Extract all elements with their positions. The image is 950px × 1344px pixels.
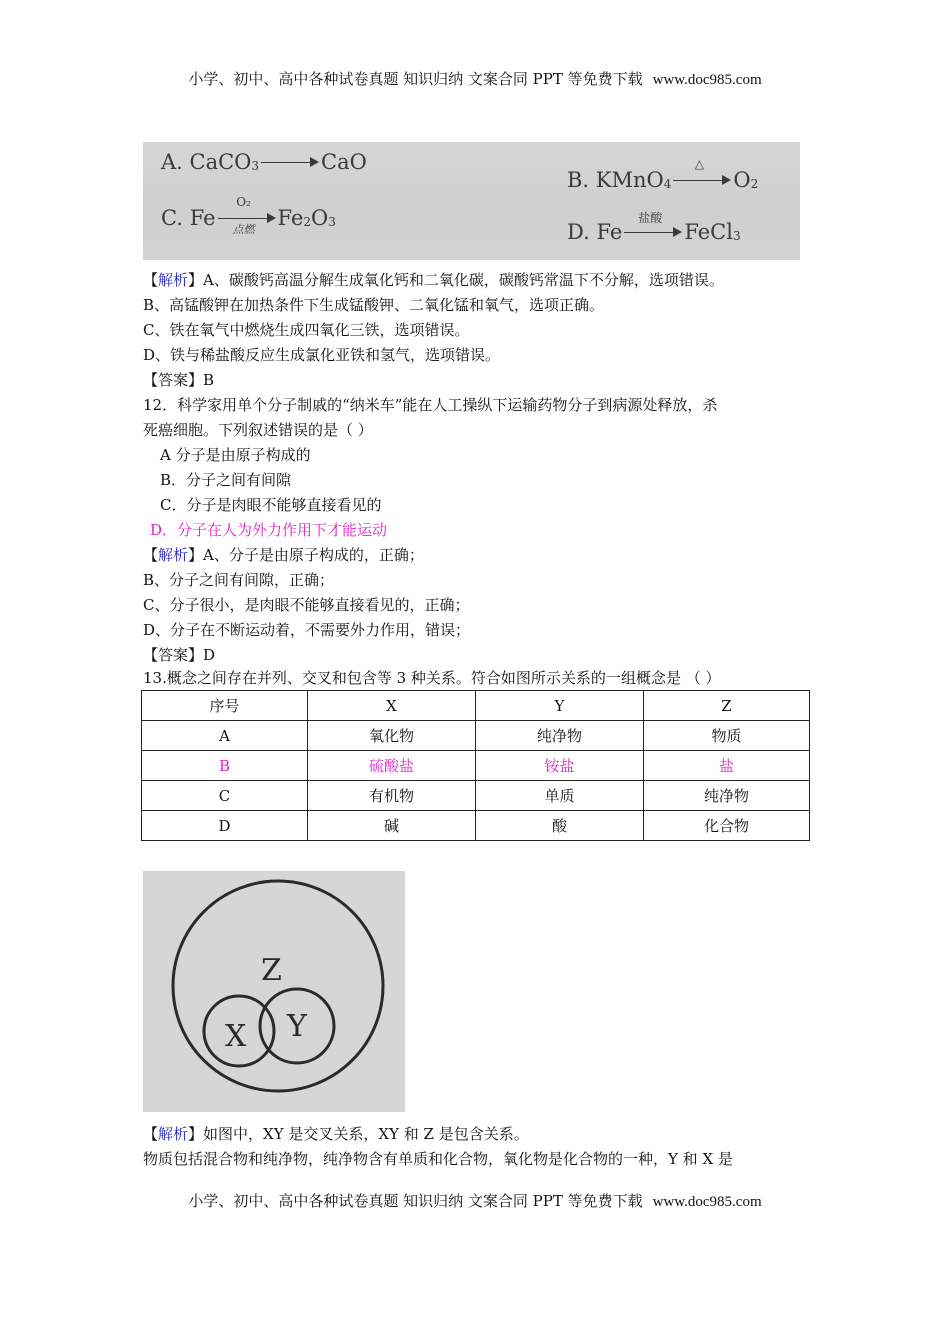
equation-d xyxy=(567,211,741,244)
analysis-tag-close: 】 xyxy=(188,1125,204,1143)
table-cell: 纯净物 xyxy=(644,781,810,811)
venn-diagram-svg xyxy=(143,871,405,1112)
table-cell: 物质 xyxy=(644,721,810,751)
q12-option-b: B．分子之间有间隙 xyxy=(160,471,292,489)
equation-c-product-sub: 2 xyxy=(303,215,312,229)
table-header-cell: Y xyxy=(476,691,644,721)
q12-analysis-c: C、分子很小，是肉眼不能够直接看见的，正确； xyxy=(143,596,470,614)
q13-analysis-2: 物质包括混合物和纯净物，纯净物含有单质和化合物，氧化物是化合物的一种，Y 和 X 是 xyxy=(143,1150,733,1168)
analysis-tag-word: 解析 xyxy=(158,546,189,564)
table-row xyxy=(142,781,810,811)
equation-c-condition-top: O₂ xyxy=(236,195,251,209)
table-header-row xyxy=(142,691,810,721)
table-cell: D xyxy=(142,811,308,841)
equation-a-product: CaO xyxy=(321,150,367,174)
equation-a xyxy=(161,150,367,174)
analysis-tag-open: 【 xyxy=(143,546,159,564)
equation-d-condition: 盐酸 xyxy=(638,211,663,225)
equation-b-product: O xyxy=(733,168,751,192)
q12-analysis-a xyxy=(143,545,424,565)
table-cell: 酸 xyxy=(476,811,644,841)
table-cell: 硫酸盐 xyxy=(308,751,476,781)
q11-answer xyxy=(143,370,214,390)
table-header-cell: Z xyxy=(644,691,810,721)
equation-b-arrow xyxy=(673,157,731,191)
q11-analysis-d: D、铁与稀盐酸反应生成氯化亚铁和氢气，选项错误。 xyxy=(143,346,501,364)
equation-a-arrow xyxy=(261,151,319,173)
footer-text: 小学、初中、高中各种试卷真题 知识归纳 文案合同 PPT 等免费下载 xyxy=(188,1192,643,1210)
header-text: 小学、初中、高中各种试卷真题 知识归纳 文案合同 PPT 等免费下载 xyxy=(188,70,643,88)
q13-analysis-1-text: 如图中，XY 是交叉关系，XY 和 Z 是包含关系。 xyxy=(203,1125,529,1143)
page-footer xyxy=(0,1190,950,1211)
equation-b-product-sub: 2 xyxy=(750,177,759,191)
equation-c xyxy=(161,195,336,236)
equation-a-reactant: CaCO xyxy=(189,150,252,174)
q12-analysis-b: B、分子之间有间隙，正确； xyxy=(143,571,335,589)
q11-analysis-a-text: A、碳酸钙高温分解生成氧化钙和二氧化碳，碳酸钙常温下不分解，选项错误。 xyxy=(203,271,724,289)
table-row xyxy=(142,721,810,751)
equation-b xyxy=(567,157,759,192)
q12-analysis-a-text: A、分子是由原子构成的，正确； xyxy=(203,546,424,564)
answer-tag: 【答案】 xyxy=(143,371,204,389)
table-cell: 有机物 xyxy=(308,781,476,811)
venn-diagram-figure xyxy=(143,871,405,1112)
q11-analysis-a xyxy=(143,270,724,290)
table-cell: 纯净物 xyxy=(476,721,644,751)
q11-analysis-b: B、高锰酸钾在加热条件下生成锰酸钾、二氧化锰和氧气，选项正确。 xyxy=(143,296,605,314)
q12-analysis-d: D、分子在不断运动着，不需要外力作用，错误； xyxy=(143,621,471,639)
table-cell: 单质 xyxy=(476,781,644,811)
q12-option-d: D．分子在人为外力作用下才能运动 xyxy=(150,521,388,539)
q12-answer xyxy=(143,645,215,665)
table-cell: 碱 xyxy=(308,811,476,841)
header-url[interactable]: www.doc985.com xyxy=(652,72,762,88)
footer-url[interactable]: www.doc985.com xyxy=(652,1194,762,1210)
equation-c-reactant: Fe xyxy=(189,206,216,230)
equation-b-label: B. xyxy=(567,168,590,192)
equation-c-condition-bottom: 点燃 xyxy=(232,223,255,236)
equation-a-label: A. xyxy=(161,150,183,174)
table-cell: C xyxy=(142,781,308,811)
table-row xyxy=(142,811,810,841)
equation-d-label: D. xyxy=(567,220,590,244)
venn-label-z: Z xyxy=(261,953,282,988)
q13-analysis-1 xyxy=(143,1124,529,1144)
equation-b-condition: △ xyxy=(694,157,704,171)
equation-d-product-sub: 3 xyxy=(732,229,741,243)
equation-c-product-rest: O xyxy=(311,206,329,230)
table-cell: 铵盐 xyxy=(476,751,644,781)
q12-stem-line-2: 死癌细胞。下列叙述错误的是（ ） xyxy=(143,421,373,439)
q13-stem: 13.概念之间存在并列、交叉和包含等 3 种关系。符合如图所示关系的一组概念是 （ ） xyxy=(143,669,721,687)
analysis-tag-close: 】 xyxy=(188,271,204,289)
answer-tag: 【答案】 xyxy=(143,646,204,664)
table-cell: B xyxy=(142,751,308,781)
analysis-tag-open: 【 xyxy=(143,271,159,289)
q11-answer-value: B xyxy=(203,371,215,389)
equation-d-product: FeCl xyxy=(684,220,733,244)
table-cell: 化合物 xyxy=(644,811,810,841)
page-header xyxy=(0,68,950,89)
q12-option-a: A 分子是由原子构成的 xyxy=(160,446,311,464)
analysis-tag-word: 解析 xyxy=(158,1125,189,1143)
q12-answer-value: D xyxy=(203,646,216,664)
equation-c-product: Fe xyxy=(277,206,304,230)
q12-stem-line-1: 12．科学家用单个分子制戚的“纳米车”能在人工操纵下运输药物分子到病源处释放，杀 xyxy=(143,396,718,414)
venn-label-x: X xyxy=(225,1019,247,1054)
equation-b-reactant-sub: 4 xyxy=(663,177,672,191)
table-cell: A xyxy=(142,721,308,751)
analysis-tag-word: 解析 xyxy=(158,271,189,289)
equation-c-product-sub2: 3 xyxy=(328,215,336,229)
table-cell: 盐 xyxy=(644,751,810,781)
table-row-highlighted xyxy=(142,751,810,781)
equation-d-arrow xyxy=(624,211,682,243)
concept-table xyxy=(141,690,810,841)
q11-analysis-c: C、铁在氧气中燃烧生成四氧化三铁，选项错误。 xyxy=(143,321,470,339)
equation-c-arrow xyxy=(218,195,276,236)
equations-figure xyxy=(143,142,800,260)
table-cell: 氧化物 xyxy=(308,721,476,751)
equation-a-reactant-sub: 3 xyxy=(251,159,260,173)
analysis-tag-close: 】 xyxy=(188,546,204,564)
equation-b-reactant: KMnO xyxy=(595,168,664,192)
table-header-cell: 序号 xyxy=(142,691,308,721)
venn-label-y: Y xyxy=(287,1009,307,1044)
analysis-tag-open: 【 xyxy=(143,1125,159,1143)
table-header-cell: X xyxy=(308,691,476,721)
q12-option-c: C．分子是肉眼不能够直接看见的 xyxy=(160,496,382,514)
equation-d-reactant: Fe xyxy=(596,220,623,244)
equation-c-label: C. xyxy=(161,206,183,230)
